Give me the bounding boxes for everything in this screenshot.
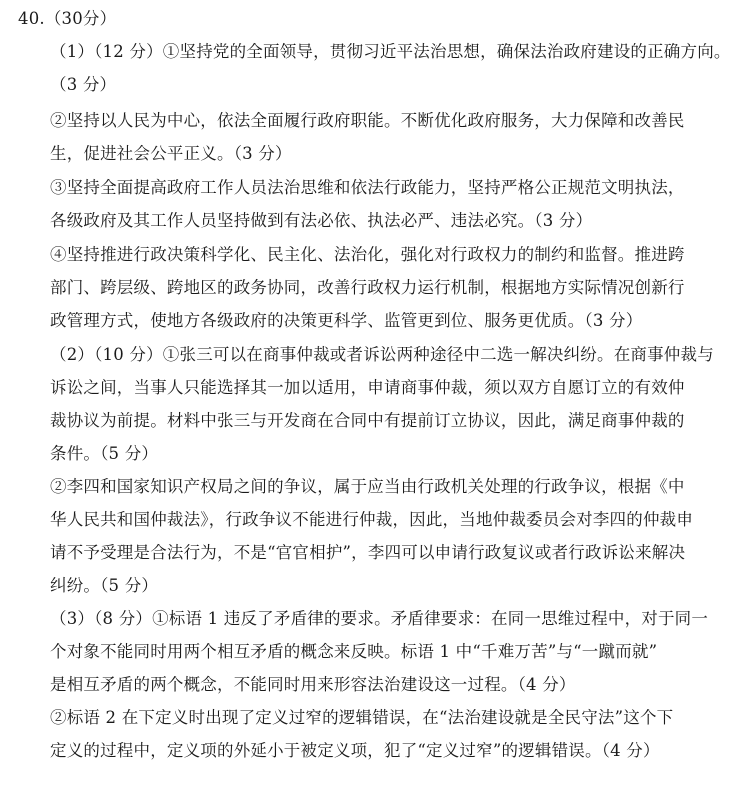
- part3-point1-line1: （3）（8 分）①标语 1 违反了矛盾律的要求。矛盾律要求：在同一思维过程中，对于同一: [50, 609, 709, 628]
- part2-point2-line4: 纠纷。（5 分）: [50, 576, 159, 595]
- part1-point4-line2: 部门、跨层级、跨地区的政务协同，改善行政权力运行机制，根据地方实际情况创新行: [50, 278, 685, 297]
- part1-point3-line1: ③坚持全面提高政府工作人员法治思维和依法行政能力，坚持严格公正规范文明执法，: [50, 178, 685, 197]
- part2-point1-line3: 裁协议为前提。材料中张三与开发商在合同中有提前订立协议，因此，满足商事仲裁的: [50, 411, 685, 430]
- part2-point2-line2: 华人民共和国仲裁法》，行政争议不能进行仲裁，因此，当地仲裁委员会对李四的仲裁申: [50, 510, 694, 529]
- part2-point2-line3: 请不予受理是合法行为，不是“官官相护”，李四可以申请行政复议或者行政诉讼来解决: [50, 543, 686, 562]
- part1-point1-line2: （3 分）: [50, 75, 117, 94]
- part3-point1-line3: 是相互矛盾的两个概念，不能同时用来形容法治建设这一过程。（4 分）: [50, 675, 576, 694]
- part2-point1-line1: （2）（10 分）①张三可以在商事仲裁或者诉讼两种途径中二选一解决纠纷。在商事仲裁与: [50, 345, 714, 364]
- part3-point1-line2: 个对象不能同时用两个相互矛盾的概念来反映。标语 1 中“千难万苦”与“一蹴而就”: [50, 642, 658, 661]
- part1-point1-line1: （1）（12 分）①坚持党的全面领导，贯彻习近平法治思想，确保法治政府建设的正确方向。: [50, 42, 731, 61]
- part3-point2-line1: ②标语 2 在下定义时出现了定义过窄的逻辑错误，在“法治建设就是全民守法”这个下: [50, 708, 674, 727]
- part1-point3-line2: 各级政府及其工作人员坚持做到有法必依、执法必严、违法必究。（3 分）: [50, 211, 593, 230]
- part2-point1-line2: 诉讼之间，当事人只能选择其一加以适用，申请商事仲裁，须以双方自愿订立的有效仲: [50, 378, 685, 397]
- question-header: 40.（30分）: [18, 9, 117, 28]
- part3-point2-line2: 定义的过程中，定义项的外延小于被定义项，犯了“定义过窄”的逻辑错误。（4 分）: [50, 741, 660, 760]
- part1-point2-line1: ②坚持以人民为中心，依法全面履行政府职能。不断优化政府服务，大力保障和改善民: [50, 111, 685, 130]
- part1-point4-line1: ④坚持推进行政决策科学化、民主化、法治化，强化对行政权力的制约和监督。推进跨: [50, 245, 685, 264]
- part2-point1-line4: 条件。（5 分）: [50, 444, 159, 463]
- part1-point2-line2: 生，促进社会公平正义。（3 分）: [50, 144, 292, 163]
- part2-point2-line1: ②李四和国家知识产权局之间的争议，属于应当由行政机关处理的行政争议，根据《中: [50, 477, 685, 496]
- part1-point4-line3: 政管理方式，使地方各级政府的决策更科学、监管更到位、服务更优质。（3 分）: [50, 311, 643, 330]
